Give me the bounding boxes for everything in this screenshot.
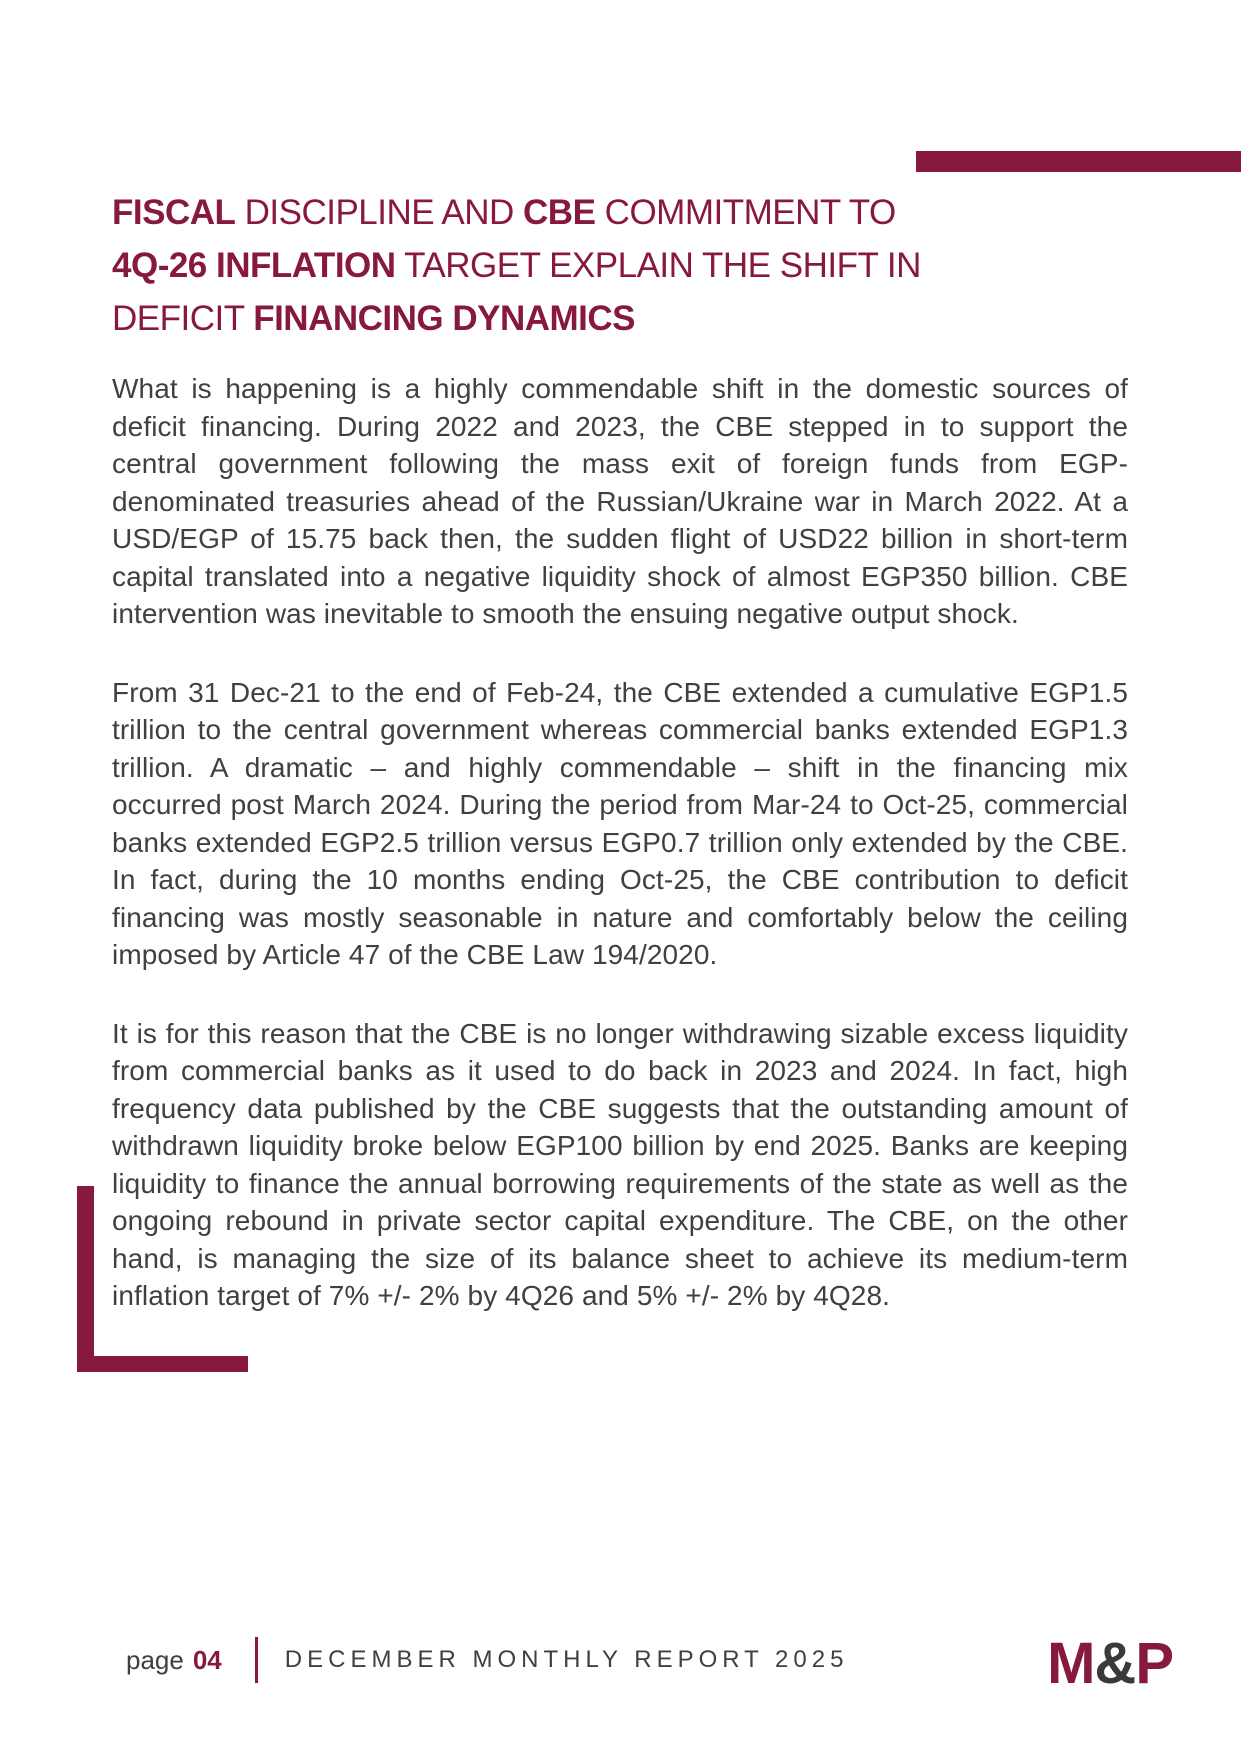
- title-regular-segment: DEFICIT: [112, 299, 254, 338]
- footer: [126, 1636, 848, 1684]
- report-title: DECEMBER MONTHLY REPORT 2025: [284, 1646, 849, 1673]
- logo-ampersand: &: [1094, 1631, 1136, 1696]
- title-regular-segment: COMMITMENT TO: [595, 193, 896, 232]
- title-regular-segment: DISCIPLINE AND: [235, 193, 524, 232]
- body-paragraph: It is for this reason that the CBE is no longer withdrawing sizable excess liquidity from commercial banks as it used to do back in 2023 and 2024. In fact, high frequency data published by the CBE suggests that the outstanding amount of withdrawn liquidity broke below EGP100 billion by end 2025. Banks are keeping liquidity to finance the annual borrowing requirements of the state as well as the ongoing rebound in private sector capital expenditure. The CBE, on the other hand, is managing the size of its balance sheet to achieve its medium-term inflation target of 7% +/- 2% by 4Q26 and 5% +/- 2% by 4Q28.: [112, 1017, 1128, 1311]
- page-number: 04: [192, 1644, 222, 1675]
- footer-divider: [255, 1637, 258, 1683]
- page-title: [112, 186, 921, 345]
- logo-letter-p: P: [1135, 1631, 1173, 1696]
- title-regular-segment: TARGET EXPLAIN THE SHIFT IN: [395, 246, 921, 285]
- body-text: [112, 370, 1128, 1315]
- top-accent-bar: [916, 151, 1241, 172]
- page-label: page: [126, 1644, 184, 1675]
- corner-accent-shape: [77, 1186, 248, 1372]
- logo-letter-m: M: [1047, 1631, 1095, 1696]
- body-paragraph: From 31 Dec-21 to the end of Feb-24, the CBE extended a cumulative EGP1.5 trillion to the central government whereas commercial banks extended EGP1.3 trillion. A dramatic – and highly commendable – shift in the financing mix occurred post March 2024. During the period from Mar-24 to Oct-25, commercial banks extended EGP2.5 trillion versus EGP0.7 trillion only extended by the CBE. In fact, during the 10 months ending Oct-25, the CBE contribution to deficit financing was mostly seasonable in nature and comfortably below the ceiling imposed by Article 47 of the CBE Law 194/2020.: [112, 676, 1128, 970]
- page-title-line-2: [112, 239, 921, 292]
- title-bold-segment: 4Q-26 INFLATION: [112, 246, 396, 285]
- body-paragraph: What is happening is a highly commendable shift in the domestic sources of deficit financing. During 2022 and 2023, the CBE stepped in to support the central government following the mass exit of foreign funds from EGP-denominated treasuries ahead of the Russian/Ukraine war in March 2022. At a USD/EGP of 15.75 back then, the sudden flight of USD22 billion in short-term capital translated into a negative liquidity shock of almost EGP350 billion. CBE intervention was inevitable to smooth the ensuing negative output shock.: [112, 373, 1128, 629]
- title-bold-segment: FISCAL: [112, 193, 236, 232]
- brand-logo: [1047, 1631, 1173, 1696]
- page-title-line-3: [112, 292, 921, 345]
- page-title-line-1: [112, 186, 921, 239]
- title-bold-segment: CBE: [523, 193, 596, 232]
- title-bold-segment: FINANCING DYNAMICS: [253, 299, 636, 338]
